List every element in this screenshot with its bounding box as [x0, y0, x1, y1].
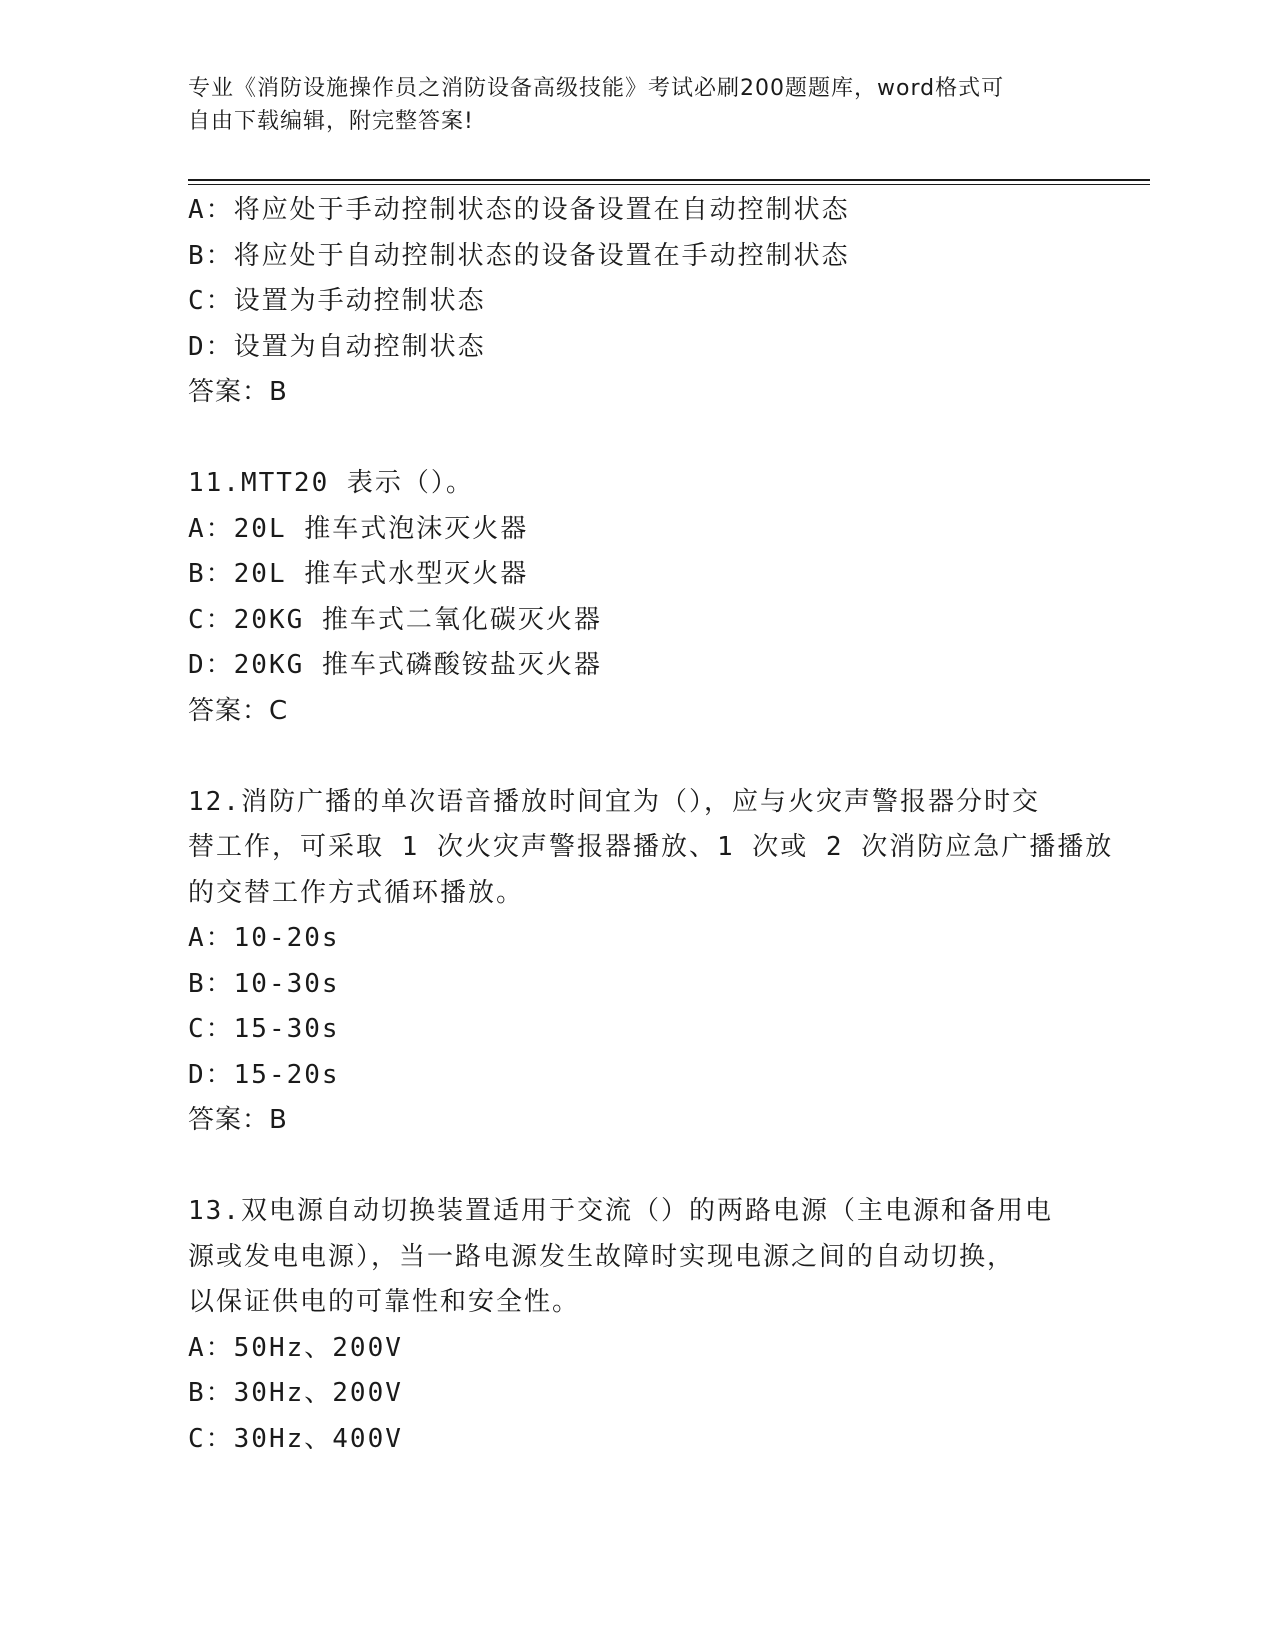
question-list [188, 188, 1114, 1462]
option-b: B：20L 推车式水型灭火器 [188, 559, 529, 589]
option-c: C：设置为手动控制状态 [188, 286, 486, 316]
option-d: D：15-20s [188, 1059, 340, 1090]
document-header [188, 72, 1088, 138]
answer-line: 答案：C [188, 695, 289, 726]
question-stem-line-1: 12.消防广播的单次语音播放时间宜为（），应与火灾声警报器分时交 [188, 786, 1040, 817]
question-stem-line-1: 13.双电源自动切换装置适用于交流（）的两路电源（主电源和备用电 [188, 1196, 1053, 1226]
option-c: C：15-30s [188, 1014, 340, 1044]
option-b: B：30Hz、200V [188, 1378, 403, 1408]
question-12 [188, 780, 1114, 1144]
answer-line: 答案：B [188, 377, 288, 407]
option-c: C：30Hz、400V [188, 1423, 403, 1454]
answer-line: 答案：B [188, 1105, 288, 1135]
option-a: A：将应处于手动控制状态的设备设置在自动控制状态 [188, 195, 850, 225]
question-11 [188, 461, 1088, 734]
question-stem-line-3: 的交替工作方式循环播放。 [188, 877, 525, 908]
question-stem-line-3: 以保证供电的可靠性和安全性。 [188, 1287, 581, 1317]
question-spacer [188, 734, 1088, 780]
option-a: A：10-20s [188, 923, 340, 953]
header-title-line-2: 自由下载编辑，附完整答案! [188, 109, 474, 134]
question-10 [188, 188, 1088, 416]
option-a: A：20L 推车式泡沫灭火器 [188, 513, 529, 544]
question-13 [188, 1189, 1088, 1462]
question-stem: 11.MTT20 表示（）。 [188, 468, 474, 498]
option-a: A：50Hz、200V [188, 1332, 403, 1363]
option-b: B：将应处于自动控制状态的设备设置在手动控制状态 [188, 240, 850, 271]
question-spacer [188, 1144, 1088, 1190]
header-title-line-1: 专业《消防设施操作员之消防设备高级技能》考试必刷200题题库，word格式可 [188, 76, 1005, 101]
question-stem-line-2: 替工作，可采取 1 次火灾声警报器播放、1 次或 2 次消防应急广播播放 [188, 832, 1114, 862]
option-c: C：20KG 推车式二氧化碳灭火器 [188, 604, 602, 635]
option-d: D：20KG 推车式磷酸铵盐灭火器 [188, 650, 602, 680]
header-divider-thick [188, 179, 1150, 181]
option-d: D：设置为自动控制状态 [188, 331, 486, 362]
header-divider-thin [188, 184, 1150, 185]
question-stem-line-2: 源或发电电源），当一路电源发生故障时实现电源之间的自动切换， [188, 1241, 1016, 1272]
option-b: B：10-30s [188, 968, 340, 999]
question-spacer [188, 416, 1088, 462]
